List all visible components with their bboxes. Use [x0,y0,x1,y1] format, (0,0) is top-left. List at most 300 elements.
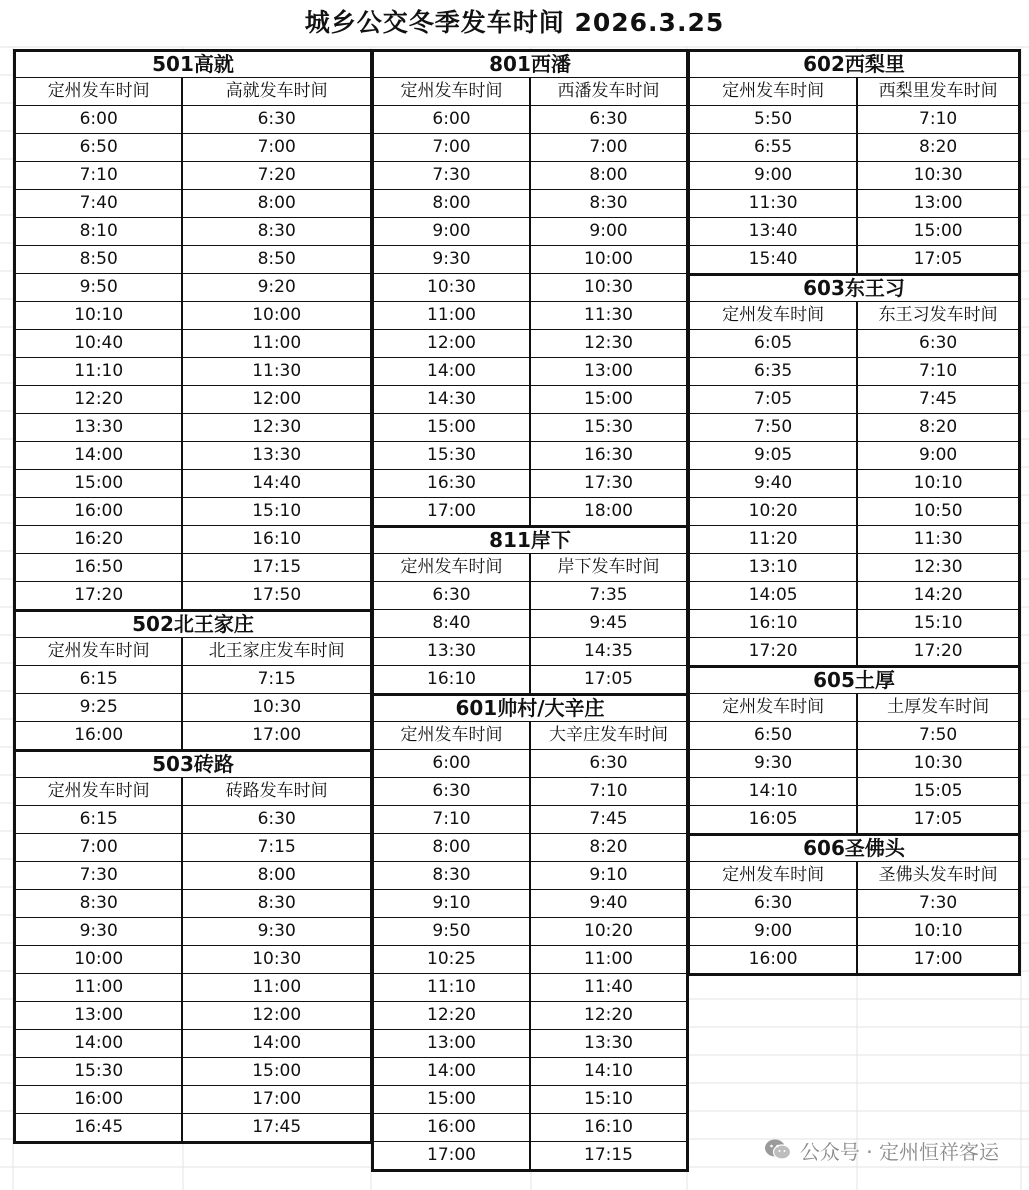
table-row [16,526,370,554]
table-row [16,162,370,190]
table-row [16,974,370,1002]
departure-time-cell: 16:30 [374,470,530,498]
departure-time-cell: 9:25 [16,694,182,722]
column-header-origin: 定州发车时间 [16,78,182,106]
departure-time-cell: 16:20 [16,526,182,554]
return-time-cell: 14:35 [530,638,686,666]
route-title: 603东王习 [690,276,1018,302]
route-603-table [687,273,1021,668]
return-time-cell: 6:30 [530,106,686,134]
departure-time-cell: 16:00 [748,949,798,969]
departure-time-cell: 10:25 [374,946,530,974]
return-time-cell: 10:50 [857,498,1018,526]
column-header-return: 砖路发车时间 [182,778,370,806]
table-row [16,358,370,386]
table-row [374,358,686,386]
column-header-origin: 定州发车时间 [374,554,530,582]
table-row [374,1030,686,1058]
table-row [690,190,1018,218]
departure-time-cell: 15:40 [748,249,798,269]
table-row [16,190,370,218]
return-time-cell: 15:10 [530,1086,686,1114]
table-row [690,806,1018,834]
route-811-table [371,525,689,696]
return-time-cell: 17:05 [530,666,686,694]
table-row [16,722,370,750]
table-row [16,470,370,498]
return-time-cell: 12:00 [182,1002,370,1030]
departure-time-cell: 11:30 [690,190,857,218]
departure-time-cell: 8:30 [16,890,182,918]
table-row [374,162,686,190]
departure-time-cell: 8:10 [16,218,182,246]
return-time-cell: 16:10 [530,1114,686,1142]
table-row [374,302,686,330]
return-time-cell: 10:10 [857,918,1018,946]
return-time-cell: 8:30 [182,218,370,246]
route-title: 502北王家庄 [16,612,370,638]
return-time-cell: 17:15 [530,1142,686,1170]
return-time-cell: 15:30 [530,414,686,442]
route-602-table [687,49,1021,276]
column-header-origin: 定州发车时间 [374,78,530,106]
route-title: 501高就 [16,52,370,78]
table-row [374,666,686,694]
return-time-cell: 15:05 [857,778,1018,806]
column-header-return: 圣佛头发车时间 [857,862,1018,890]
table-row [374,442,686,470]
departure-time-cell: 8:30 [374,862,530,890]
return-time-cell: 15:10 [857,610,1018,638]
route-606-table [687,833,1021,976]
column-header-origin: 定州发车时间 [690,862,857,890]
route-605-table [687,665,1021,836]
return-time-cell: 12:00 [182,386,370,414]
table-row [690,218,1018,246]
table-row [690,582,1018,610]
table-row [374,1114,686,1142]
departure-time-cell: 8:00 [374,190,530,218]
table-row [690,134,1018,162]
departure-time-cell: 6:00 [374,750,530,778]
table-row [16,946,370,974]
return-time-cell: 6:30 [182,806,370,834]
table-row [374,1058,686,1086]
departure-time-cell: 11:10 [374,974,530,1002]
table-row [16,806,370,834]
column-header-return: 土厚发车时间 [857,694,1018,722]
departure-time-cell: 9:50 [374,918,530,946]
return-time-cell: 7:10 [530,778,686,806]
return-time-cell: 7:15 [182,666,370,694]
column-header-return: 西潘发车时间 [530,78,686,106]
return-time-cell: 17:30 [530,470,686,498]
return-time-cell: 15:10 [182,498,370,526]
departure-time-cell: 9:00 [374,218,530,246]
departure-time-cell: 17:20 [748,641,798,661]
table-row [690,442,1018,470]
table-row [374,330,686,358]
return-time-cell: 10:30 [857,162,1018,190]
table-row [16,330,370,358]
table-row [690,918,1018,946]
table-row [374,862,686,890]
table-row [690,946,1018,974]
return-time-cell: 9:20 [182,274,370,302]
return-time-cell: 9:00 [530,218,686,246]
return-time-cell: 15:00 [857,218,1018,246]
return-time-cell: 10:30 [182,694,370,722]
return-time-cell: 7:10 [857,106,1018,134]
return-time-cell: 12:20 [530,1002,686,1030]
departure-time-cell: 9:10 [374,890,530,918]
return-time-cell: 10:00 [182,302,370,330]
return-time-cell: 6:30 [857,330,1018,358]
return-time-cell: 15:00 [182,1058,370,1086]
return-time-cell: 12:30 [182,414,370,442]
table-row [16,218,370,246]
table-row [374,190,686,218]
return-time-cell: 7:45 [530,806,686,834]
departure-time-cell: 5:50 [690,106,857,134]
table-row [374,218,686,246]
departure-time-cell: 16:00 [74,725,124,745]
route-801-table [371,49,689,528]
table-row [374,246,686,274]
return-time-cell: 8:00 [182,862,370,890]
table-row [374,386,686,414]
table-row [690,526,1018,554]
return-time-cell: 11:00 [182,330,370,358]
return-time-cell: 10:30 [530,274,686,302]
route-502-table [13,609,373,752]
return-time-cell: 9:40 [530,890,686,918]
return-time-cell: 11:00 [182,974,370,1002]
table-row [374,974,686,1002]
column-header-return: 大辛庄发车时间 [530,722,686,750]
return-time-cell: 13:00 [857,190,1018,218]
departure-time-cell: 6:15 [16,666,182,694]
return-time-cell: 14:20 [857,582,1018,610]
departure-time-cell: 8:50 [16,246,182,274]
table-row [690,470,1018,498]
table-row [690,414,1018,442]
table-row [374,134,686,162]
wechat-icon [764,1138,792,1162]
table-row [690,106,1018,134]
departure-time-cell: 7:05 [690,386,857,414]
departure-time-cell: 7:30 [374,162,530,190]
return-time-cell: 9:30 [182,918,370,946]
return-time-cell: 17:00 [182,1086,370,1114]
table-row [690,778,1018,806]
route-601-table [371,693,689,1172]
departure-time-cell: 14:10 [690,778,857,806]
departure-time-cell: 15:00 [374,414,530,442]
return-time-cell: 10:00 [530,246,686,274]
departure-time-cell: 6:00 [16,106,182,134]
return-time-cell: 8:30 [182,890,370,918]
return-time-cell: 7:50 [857,722,1018,750]
table-row [374,918,686,946]
departure-time-cell: 9:50 [16,274,182,302]
return-time-cell: 7:20 [182,162,370,190]
table-row [690,722,1018,750]
table-row [374,610,686,638]
column-header-origin: 定州发车时间 [690,78,857,106]
return-time-cell: 10:10 [857,470,1018,498]
table-row [16,442,370,470]
departure-time-cell: 16:45 [74,1117,124,1137]
departure-time-cell: 6:30 [690,890,857,918]
return-time-cell: 17:20 [857,638,1018,666]
table-row [374,1086,686,1114]
table-row [16,302,370,330]
table-row [16,134,370,162]
departure-time-cell: 6:35 [690,358,857,386]
table-row [374,106,686,134]
table-row [16,274,370,302]
table-row [374,498,686,526]
return-time-cell: 7:30 [857,890,1018,918]
return-time-cell: 8:20 [530,834,686,862]
table-row [16,862,370,890]
departure-time-cell: 7:40 [16,190,182,218]
table-row [16,1058,370,1086]
table-row [690,330,1018,358]
table-row [690,162,1018,190]
departure-time-cell: 7:00 [374,134,530,162]
departure-time-cell: 8:40 [374,610,530,638]
table-row [16,1114,370,1142]
departure-time-cell: 12:20 [374,1002,530,1030]
departure-time-cell: 13:30 [16,414,182,442]
departure-time-cell: 13:10 [690,554,857,582]
table-row [690,386,1018,414]
route-title: 801西潘 [374,52,686,78]
return-time-cell: 8:30 [530,190,686,218]
return-time-cell: 16:10 [182,526,370,554]
return-time-cell: 12:30 [530,330,686,358]
departure-time-cell: 11:00 [374,302,530,330]
return-time-cell: 13:30 [182,442,370,470]
departure-time-cell: 17:00 [427,501,476,521]
return-time-cell: 8:00 [530,162,686,190]
table-row [374,750,686,778]
table-row [690,358,1018,386]
return-time-cell: 6:30 [530,750,686,778]
return-time-cell: 9:45 [530,610,686,638]
departure-time-cell: 9:40 [690,470,857,498]
return-time-cell: 11:00 [530,946,686,974]
departure-time-cell: 7:00 [16,834,182,862]
departure-time-cell: 16:10 [690,610,857,638]
table-row [16,582,370,610]
departure-time-cell: 10:30 [374,274,530,302]
table-row [16,890,370,918]
departure-time-cell: 14:00 [16,442,182,470]
departure-time-cell: 9:30 [374,246,530,274]
departure-time-cell: 7:10 [16,162,182,190]
departure-time-cell: 14:00 [374,358,530,386]
table-row [690,610,1018,638]
departure-time-cell: 6:30 [374,582,530,610]
departure-time-cell: 15:30 [374,442,530,470]
return-time-cell: 8:20 [857,134,1018,162]
departure-time-cell: 16:00 [16,498,182,526]
return-time-cell: 8:20 [857,414,1018,442]
table-row [16,918,370,946]
return-time-cell: 6:30 [182,106,370,134]
table-row [690,890,1018,918]
return-time-cell: 17:05 [857,246,1018,274]
departure-time-cell: 14:00 [374,1058,530,1086]
departure-time-cell: 6:55 [690,134,857,162]
column-header-origin: 定州发车时间 [690,694,857,722]
table-row [16,106,370,134]
column-header-origin: 定州发车时间 [16,638,182,666]
departure-time-cell: 11:10 [16,358,182,386]
route-title: 605土厚 [690,668,1018,694]
departure-time-cell: 16:00 [16,1086,182,1114]
column-header-return: 岸下发车时间 [530,554,686,582]
table-row [374,806,686,834]
departure-time-cell: 9:30 [690,750,857,778]
table-row [374,582,686,610]
return-time-cell: 11:30 [857,526,1018,554]
departure-time-cell: 9:05 [690,442,857,470]
return-time-cell: 7:00 [530,134,686,162]
watermark [764,1134,999,1166]
departure-time-cell: 16:00 [374,1114,530,1142]
return-time-cell: 14:10 [530,1058,686,1086]
route-title: 601帅村/大辛庄 [374,696,686,722]
return-time-cell: 17:50 [182,582,370,610]
return-time-cell: 13:30 [530,1030,686,1058]
departure-time-cell: 10:00 [16,946,182,974]
departure-time-cell: 14:00 [16,1030,182,1058]
departure-time-cell: 6:30 [374,778,530,806]
return-time-cell: 14:40 [182,470,370,498]
table-row [16,414,370,442]
route-title: 811岸下 [374,528,686,554]
return-time-cell: 9:00 [857,442,1018,470]
return-time-cell: 17:05 [857,806,1018,834]
departure-time-cell: 15:30 [16,1058,182,1086]
departure-time-cell: 13:30 [374,638,530,666]
return-time-cell: 8:00 [182,190,370,218]
table-row [16,386,370,414]
return-time-cell: 8:50 [182,246,370,274]
departure-time-cell: 12:00 [374,330,530,358]
table-row [690,638,1018,666]
departure-time-cell: 9:00 [690,162,857,190]
departure-time-cell: 16:10 [427,669,476,689]
column-header-return: 北王家庄发车时间 [182,638,370,666]
table-row [690,750,1018,778]
table-row [16,1086,370,1114]
return-time-cell: 10:20 [530,918,686,946]
return-time-cell: 10:30 [857,750,1018,778]
table-row [374,1142,686,1170]
table-row [374,274,686,302]
return-time-cell: 10:30 [182,946,370,974]
table-row [16,694,370,722]
table-row [16,1030,370,1058]
return-time-cell: 7:00 [182,134,370,162]
return-time-cell: 17:00 [182,722,370,750]
table-row [374,946,686,974]
departure-time-cell: 14:30 [374,386,530,414]
return-time-cell: 16:30 [530,442,686,470]
route-title: 503砖路 [16,752,370,778]
departure-time-cell: 10:10 [16,302,182,330]
table-row [374,414,686,442]
return-time-cell: 11:30 [530,302,686,330]
table-row [16,1002,370,1030]
table-row [374,778,686,806]
return-time-cell: 17:45 [182,1114,370,1142]
column-header-origin: 定州发车时间 [16,778,182,806]
departure-time-cell: 17:20 [74,585,124,605]
column-header-return: 东王习发车时间 [857,302,1018,330]
return-time-cell: 15:00 [530,386,686,414]
departure-time-cell: 12:20 [16,386,182,414]
return-time-cell: 11:40 [530,974,686,1002]
route-title: 606圣佛头 [690,836,1018,862]
return-time-cell: 17:15 [182,554,370,582]
departure-time-cell: 10:40 [16,330,182,358]
column-header-origin: 定州发车时间 [690,302,857,330]
departure-time-cell: 7:50 [690,414,857,442]
table-row [16,246,370,274]
departure-time-cell: 6:00 [374,106,530,134]
table-row [16,554,370,582]
table-row [16,666,370,694]
departure-time-cell: 14:05 [690,582,857,610]
return-time-cell: 14:00 [182,1030,370,1058]
departure-time-cell: 6:50 [690,722,857,750]
return-time-cell: 11:30 [182,358,370,386]
column-header-return: 高就发车时间 [182,78,370,106]
departure-time-cell: 16:50 [16,554,182,582]
departure-time-cell: 13:40 [690,218,857,246]
table-row [16,834,370,862]
departure-time-cell: 13:00 [374,1030,530,1058]
return-time-cell: 7:15 [182,834,370,862]
route-503-table [13,749,373,1144]
departure-time-cell: 6:15 [16,806,182,834]
return-time-cell: 18:00 [530,498,686,526]
return-time-cell: 17:00 [857,946,1018,974]
departure-time-cell: 15:00 [374,1086,530,1114]
table-row [690,554,1018,582]
return-time-cell: 12:30 [857,554,1018,582]
return-time-cell: 7:10 [857,358,1018,386]
table-row [374,470,686,498]
departure-time-cell: 15:00 [16,470,182,498]
route-501-table [13,49,373,612]
departure-time-cell: 6:50 [16,134,182,162]
departure-time-cell: 10:20 [690,498,857,526]
table-row [374,834,686,862]
departure-time-cell: 11:20 [690,526,857,554]
departure-time-cell: 7:30 [16,862,182,890]
return-time-cell: 9:10 [530,862,686,890]
table-row [690,498,1018,526]
departure-time-cell: 9:00 [690,918,857,946]
return-time-cell: 7:45 [857,386,1018,414]
